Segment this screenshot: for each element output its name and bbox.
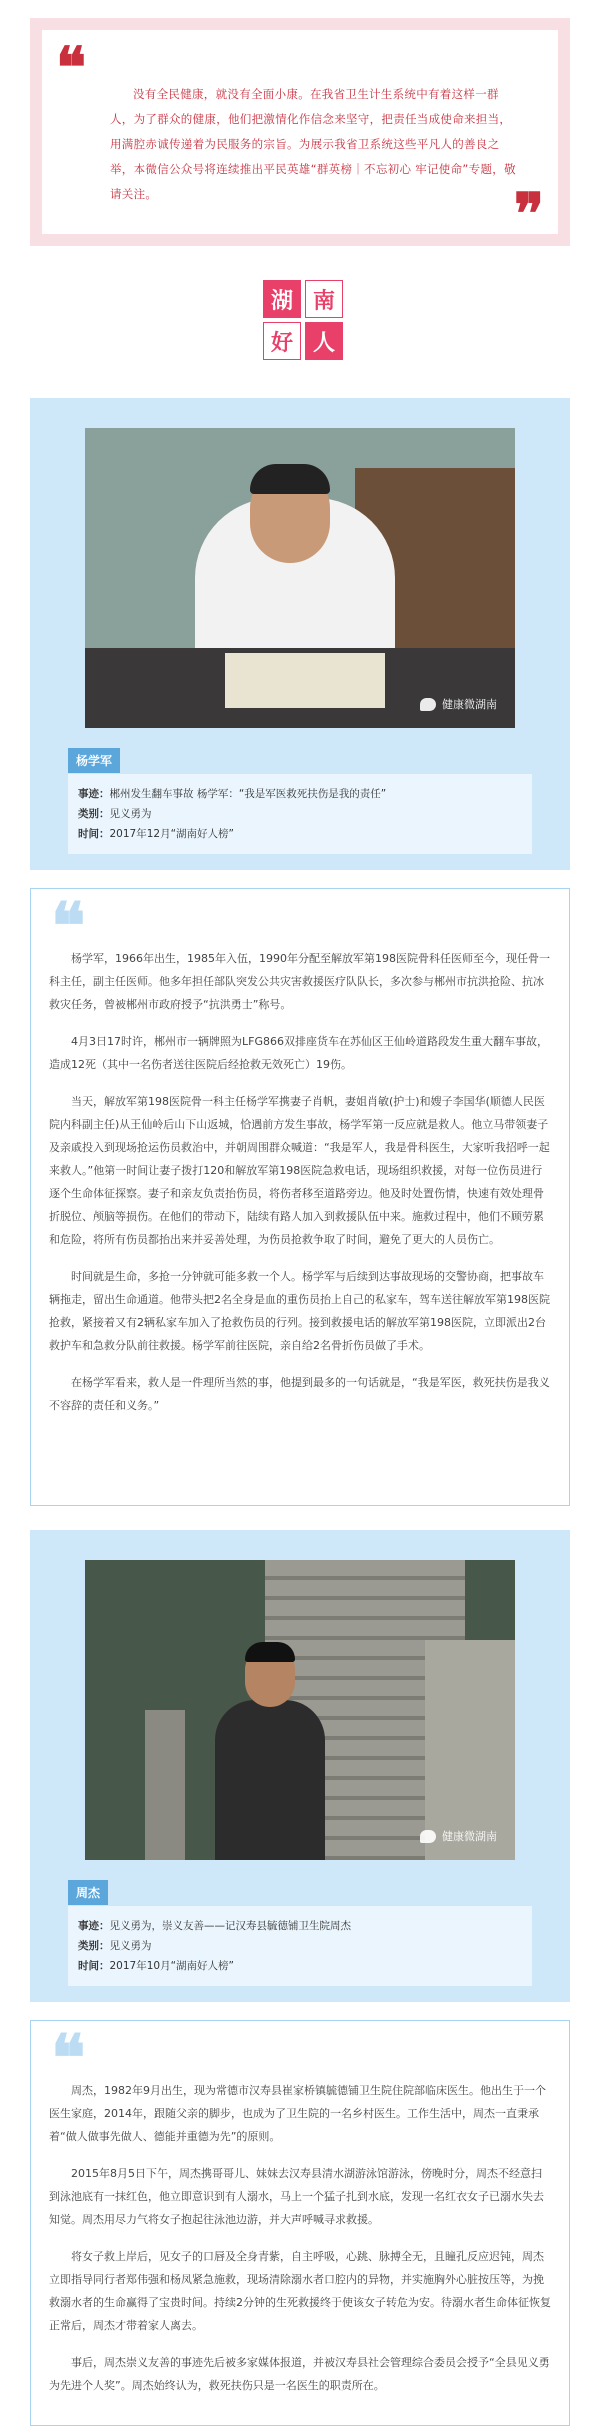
badge-char-2: 南: [305, 280, 343, 318]
quote-icon: ❝: [51, 2021, 86, 2096]
name-tag: 周杰: [68, 1880, 108, 1905]
paragraph: 2015年8月5日下午，周杰携哥哥儿、妹妹去汉寿县清水湖游泳馆游泳，傍晚时分，周杰不经意扫到泳池底有一抹红色，他立即意识到有人溺水，马上一个猛子扎到水底，发现一名红衣女子已溺水失去知觉。周杰用尽力气将女子抱起往泳池边游，并大声呼喊寻求救援。: [49, 2167, 544, 2226]
intro-card: [30, 18, 570, 246]
info-box: 事迹：郴州发生翻车事故 杨学军：“我是军医救死扶伤是我的责任” 类别：见义勇为 时间：2017年12月“湖南好人榜”: [68, 774, 532, 854]
open-quote-icon: ❝: [56, 35, 87, 101]
intro-text: 没有全民健康，就没有全面小康。在我省卫生计生系统中有着这样一群人，为了群众的健康，他们把激情化作信念来坚守，把责任当成使命来担当，用满腔赤诚传递着为民服务的宗旨。为展示我省卫系统这些平凡人的善良之举，本微信公众号将连续推出平民英雄“群英榜｜不忘初心 牢记使命”专题，敬请关注。: [110, 87, 516, 201]
watermark-text: 健康微湖南: [442, 1830, 497, 1843]
watermark: [420, 696, 497, 712]
article-body: [49, 947, 551, 1431]
badge-char-3: 好: [263, 322, 301, 360]
category-text: 见义勇为: [109, 1940, 152, 1952]
photo-yang: [85, 428, 515, 728]
hunan-good-people-badge: [263, 280, 347, 364]
quote-icon: ❝: [51, 889, 86, 964]
person-card-yang: [30, 398, 570, 870]
photo-zhou: [85, 1560, 515, 1860]
event-text: 见义勇为，崇义友善——记汉寿县毓德铺卫生院周杰: [109, 1920, 351, 1932]
paragraph: 将女子救上岸后，见女子的口唇及全身青紫，自主呼吸，心跳、脉搏全无，且瞳孔反应迟钝，周杰立即指导同行者郑伟强和杨凤紧急施救，现场清除溺水者口腔内的异物，并实施胸外心脏按压等，为挽救溺水者的生命赢得了宝贵时间。持续2分钟的生死救援终于使该女子转危为安。待溺水者生命体征恢复正常后，周杰才带着家人离去。: [49, 2250, 551, 2332]
article-zhou: [30, 2020, 570, 2426]
paragraph: 当天，解放军第198医院骨一科主任杨学军携妻子肖帆，妻姐肖敏(护士)和嫂子李国华(顺德人民医院内科副主任)从王仙岭后山下山返城，恰遇前方发生事故，杨学军第一反应就是救人。他立马带领妻子及亲戚投入到现场抢运伤员救治中，并朝周围群众喊道：“我是军人，我是骨科医生，大家听我招呼一起来救人。”他第一时间让妻子拨打120和解放军第198医院急救电话，现场组织救援，对每一位伤员进行逐个生命体征探察。妻子和亲友负责抬伤员，将伤者移至道路旁边。他及时处置伤情，快速有效处理骨折脱位、颅脑等损伤。在他们的带动下，陆续有路人加入到救援队伍中来。施救过程中，他们不顾劳累和危险，将所有伤员都抬出来并妥善处理，为伤员抢救争取了时间，避免了更大的人员伤亡。: [49, 1095, 550, 1246]
paragraph: 4月3日17时许，郴州市一辆牌照为LFG866双排座货车在苏仙区王仙岭道路段发生重大翻车事故，造成12死（其中一名伤者送往医院后经抢救无效死亡）19伤。: [49, 1035, 548, 1071]
event-text: 郴州发生翻车事故 杨学军：“我是军医救死扶伤是我的责任”: [109, 788, 387, 800]
article-yang: [30, 888, 570, 1506]
wechat-icon: [420, 698, 436, 711]
wechat-icon: [420, 1830, 436, 1843]
name-tag: 杨学军: [68, 748, 120, 773]
intro-inner: [42, 30, 558, 247]
paragraph: 杨学军，1966年出生，1985年入伍，1990年分配至解放军第198医院骨科任医师至今，现任骨一科主任，副主任医师。他多年担任部队突发公共灾害救援医疗队队长，多次参与郴州市抗洪抢险、抗冰救灾任务，曾被郴州市政府授予“抗洪勇士”称号。: [49, 952, 550, 1011]
paragraph: 在杨学军看来，救人是一件理所当然的事，他提到最多的一句话就是，“我是军医，救死扶伤是我义不容辞的责任和义务。”: [49, 1376, 550, 1412]
badge-char-4: 人: [305, 322, 343, 360]
time-text: 2017年10月“湖南好人榜”: [109, 1960, 234, 1972]
badge-char-1: 湖: [263, 280, 301, 318]
article-body: [49, 2079, 551, 2411]
close-quote-icon: ❞: [513, 181, 544, 247]
watermark-text: 健康微湖南: [442, 698, 497, 711]
info-box: 事迹：见义勇为，崇义友善——记汉寿县毓德铺卫生院周杰 类别：见义勇为 时间：2017年10月“湖南好人榜”: [68, 1906, 532, 1986]
person-card-zhou: [30, 1530, 570, 2002]
category-text: 见义勇为: [109, 808, 152, 820]
paragraph: 周杰，1982年9月出生，现为常德市汉寿县崔家桥镇毓德铺卫生院住院部临床医生。他出生于一个医生家庭，2014年，跟随父亲的脚步，也成为了卫生院的一名乡村医生。工作生活中，周杰一直秉承着“做人做事先做人、德能并重德为先”的原则。: [49, 2084, 546, 2143]
paragraph: 时间就是生命，多抢一分钟就可能多救一个人。杨学军与后续到达事故现场的交警协商，把事故车辆拖走，留出生命通道。他带头把2名全身是血的重伤员抬上自己的私家车，驾车送往解放军第198医院抢救，紧接着又有2辆私家车加入了抢救伤员的行列。接到救援电话的解放军第198医院，立即派出2台救护车和急救分队前往救援。杨学军前往医院，亲自给2名骨折伤员做了手术。: [49, 1270, 550, 1352]
watermark: [420, 1828, 497, 1844]
time-text: 2017年12月“湖南好人榜”: [109, 828, 234, 840]
paragraph: 事后，周杰崇义友善的事迹先后被多家媒体报道，并被汉寿县社会管理综合委员会授予“全县见义勇为先进个人奖”。周杰始终认为，救死扶伤只是一名医生的职责所在。: [49, 2356, 550, 2392]
